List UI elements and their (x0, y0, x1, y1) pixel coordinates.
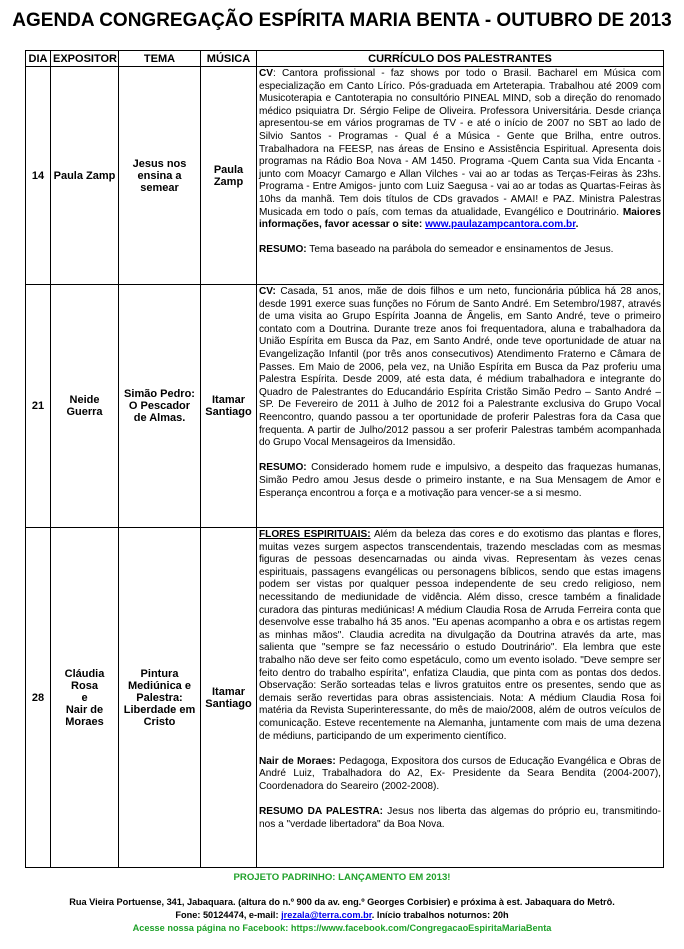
resumo-label: RESUMO: (259, 244, 307, 256)
tema-text: Jesus nos ensina a semear (132, 157, 187, 194)
cell-dia: 28 (26, 528, 51, 868)
resumo-paragraph (259, 244, 661, 257)
resumo-text: Jesus nos liberta das algemas do próprio eu, transmitindo-nos a "verdade libertadora" da Boa Nova. (259, 806, 661, 830)
cv-label: CV (259, 68, 274, 79)
header-musica: MÚSICA (201, 51, 257, 67)
cell-tema (119, 67, 201, 285)
cv-end: . (575, 219, 579, 231)
header-expositor: EXPOSITOR (51, 51, 119, 67)
padrinho-banner: PROJETO PADRINHO: LANÇAMENTO EM 2013! (233, 872, 451, 883)
header-curriculo: CURRÍCULO DOS PALESTRANTES (257, 51, 664, 67)
cell-expositor: Paula Zamp (51, 67, 119, 285)
cv-more-info: Maiores informações, favor acessar o site: (259, 206, 661, 231)
address-line: Rua Vieira Portuense, 341, Jabaquara. (altura do n.º 900 da av. eng.º Georges Corbisier) e próxima à est. Jabaquara do Metrô. (69, 897, 615, 907)
cv-label: CV: (259, 286, 276, 297)
email-link[interactable]: jrezala@terra.com.br (281, 910, 372, 920)
cell-dia: 21 (26, 285, 51, 528)
cell-tema: Pintura Mediúnica e Palestra: Liberdade em Cristo (119, 528, 201, 868)
resumo-label: RESUMO: (259, 462, 307, 474)
nair-paragraph (259, 756, 661, 794)
resumo-paragraph (259, 462, 661, 500)
cell-musica: Itamar Santiago (201, 528, 257, 868)
cell-musica: Itamar Santiago (201, 285, 257, 528)
facebook-line[interactable]: Acesse nossa página no Facebook: https://www.facebook.com/CongregacaoEspiritaMariaBenta (132, 923, 552, 933)
nair-label: Nair de Moraes: (259, 755, 336, 767)
cell-curriculo (257, 67, 664, 285)
flores-paragraph (259, 529, 661, 743)
resumo-paragraph (259, 806, 661, 831)
page-title: AGENDA CONGREGAÇÃO ESPÍRITA MARIA BENTA - OUTUBRO DE 2013 (12, 10, 672, 31)
cell-musica: Paula Zamp (201, 67, 257, 285)
expositor-conjunction: e (81, 691, 88, 704)
resumo-text: Considerado homem rude e impulsivo, a despeito das fraquezas humanas, Simão Pedro amou Jesus desde o primeiro instante, e na Sua Mensagem de Amor e Esperança encontrou a força e a motivação para vencer-se a si mesmo. (259, 462, 661, 499)
nair-text: Pedagoga, Expositora dos cursos de Educação Evangélica e Obras de André Luiz, Trabalhadora do A2, Ex- Presidente da Seara Bendita (2004-2007), Coordenadora do Seareiro (2002-2008). (259, 755, 661, 792)
resumo-label: RESUMO DA PALESTRA: (259, 806, 384, 818)
cell-dia: 14 (26, 67, 51, 285)
cv-paragraph (259, 68, 661, 232)
contact-line (0, 910, 684, 920)
header-dia: DIA (26, 51, 51, 67)
agenda-table (25, 50, 664, 868)
flores-text: Além da beleza das cores e do exotismo das plantas e flores, muitas vezes surgem aspectos transcendentais, trazendo mescladas com as mesmas figuras de pessoas desencarnadas ou ainda vivas. Representam às vezes cenas espirituais, passagens evangélicas ou personagens bíblicos, sendo que estas imagens podem ser vistas por qualquer pessoa independente de seu credo religioso, nem necessitando de mediunidade de vidência. Além disso, cresce também a finalidade curadora das pinturas mediúnicas! A médium Claudia Rosa de Arruda Ferreira conta que desenvolve esse trabalho há 35 anos. "Eu apenas acompanho a obra e os artistas regem as minhas mãos". Claudia acredita na divulgação da Doutrina através da arte, mas salienta que "sempre se faz necessário o estudo Doutrinário". Ela lembra que este trabalho não deve ser feito como espetáculo, como um evento isolado. "Deve sempre ser feito dentro do trabalho espírita", enfatiza Claudia, que pinta com as pontas dos dedos. Observação: Serão sorteadas telas e livros gratuitos entre os presentes, sendo que as demais serão revertidas para obras assistenciais. Nota: A médium Claudia Rosa foi matéria da Revista Superinteressante, do mês de maio/2008, além de outros veículos de comunicação. Esteve recentemente na Alemanha, juntamente com mais de uma dezena de médiuns, participando de um experimento científico. (259, 529, 661, 742)
cv-text: Casada, 51 anos, mãe de dois filhos e um neto, funcionária pública há 28 anos, desde 1991 exerce suas funções no Fórum de Santo André. Em Setembro/1987, através de uma visita ao Grupo Espírita Joanna de Ângelis, em Santo André, teve o primeiro contato com a Doutrina. Durante treze anos foi frequentadora, aluna e trabalhadora da União Espírita em Busca da Paz, em Santo André, onde teve oportunidade de atuar na Evangelização Infantil (por três anos consecutivos) Atendimento Fraterno e Câmara de Passes. Em Maio de 2006, pela vez, na União Espírita em Busca da Paz proferiu uma Palestra Espírita. Desde 2009, até esta data, é médium trabalhadora e integrante do Quadro de Palestrantes do Educandário Espírita Cristão Simão Pedro – Santo André – SP. De Fevereiro de 2011 à Julho de 2012 foi a Palestrante exclusiva do Grupo Vocal Reencontro, quando passou a ter oportunidade de proferir Palestras fora da Casa que frequenta. A partir de Julho/2012 passou a ser proferir Palestras também acompanhada do Grupo Vocal Mensageiros da Imensidão. (259, 286, 661, 449)
cv-text: : Cantora profissional - faz shows por todo o Brasil. Bacharel em Música com especialização em Canto Lírico. Pós-graduada em Arteterapia. Trabalhou até 2009 com Musicoterapia e Cantoterapia no consultório PINEAL MIND, sob a direção do renomado médico psiquiatra Dr. Sérgio Felipe de Oliveira. Professora Universitária. Desde criança apresentou-se em vários programas de TV - e até o início de 2007 no SBT ao lado de Silvio Santos - Programas - Qual é a Música - Gente que Brilha, entre outros. Trabalhadora na FEESP, nas áreas de Ensino e Assistência Espiritual. Apresenta dois programas na Rádio Boa Nova - AM 1450. Programa -Quem Canta sua Vida Encanta - junto com Moacyr Camargo e Allan Vilches - vai ao ar todas as Terças-Feiras às 23hs. Programa - Entre Amigos- junto com Luiz Saegusa - vai ao ar todas as Quartas-Feiras às 10hs da manhã. Tem dois títulos de CDs gravados - AMAI! e PAZ. Ministra Palestras Musicada em todo o país, com temas da atualidade, Evangélico e Doutrinário. (259, 68, 661, 218)
cell-expositor: Neide Guerra (51, 285, 119, 528)
table-header-row (26, 51, 664, 67)
phone-text: Fone: 50124474, e-mail: (175, 910, 282, 920)
cell-tema: Simão Pedro: O Pescador de Almas. (119, 285, 201, 528)
website-link[interactable]: www.paulazampcantora.com.br (425, 219, 576, 231)
resumo-text: Tema baseado na parábola do semeador e ensinamentos de Jesus. (306, 244, 614, 256)
cv-paragraph (259, 286, 661, 450)
cell-expositor (51, 528, 119, 868)
table-row (26, 285, 664, 528)
cell-curriculo (257, 285, 664, 528)
table-row (26, 67, 664, 285)
hours-text: . Início trabalhos noturnos: 20h (371, 910, 509, 920)
header-tema: TEMA (119, 51, 201, 67)
cell-curriculo (257, 528, 664, 868)
flores-label: FLORES ESPIRITUAIS: (259, 529, 371, 540)
expositor-name: Cláudia Rosa (64, 667, 105, 692)
table-row (26, 528, 664, 868)
expositor-name: Nair de Moraes (65, 703, 104, 728)
